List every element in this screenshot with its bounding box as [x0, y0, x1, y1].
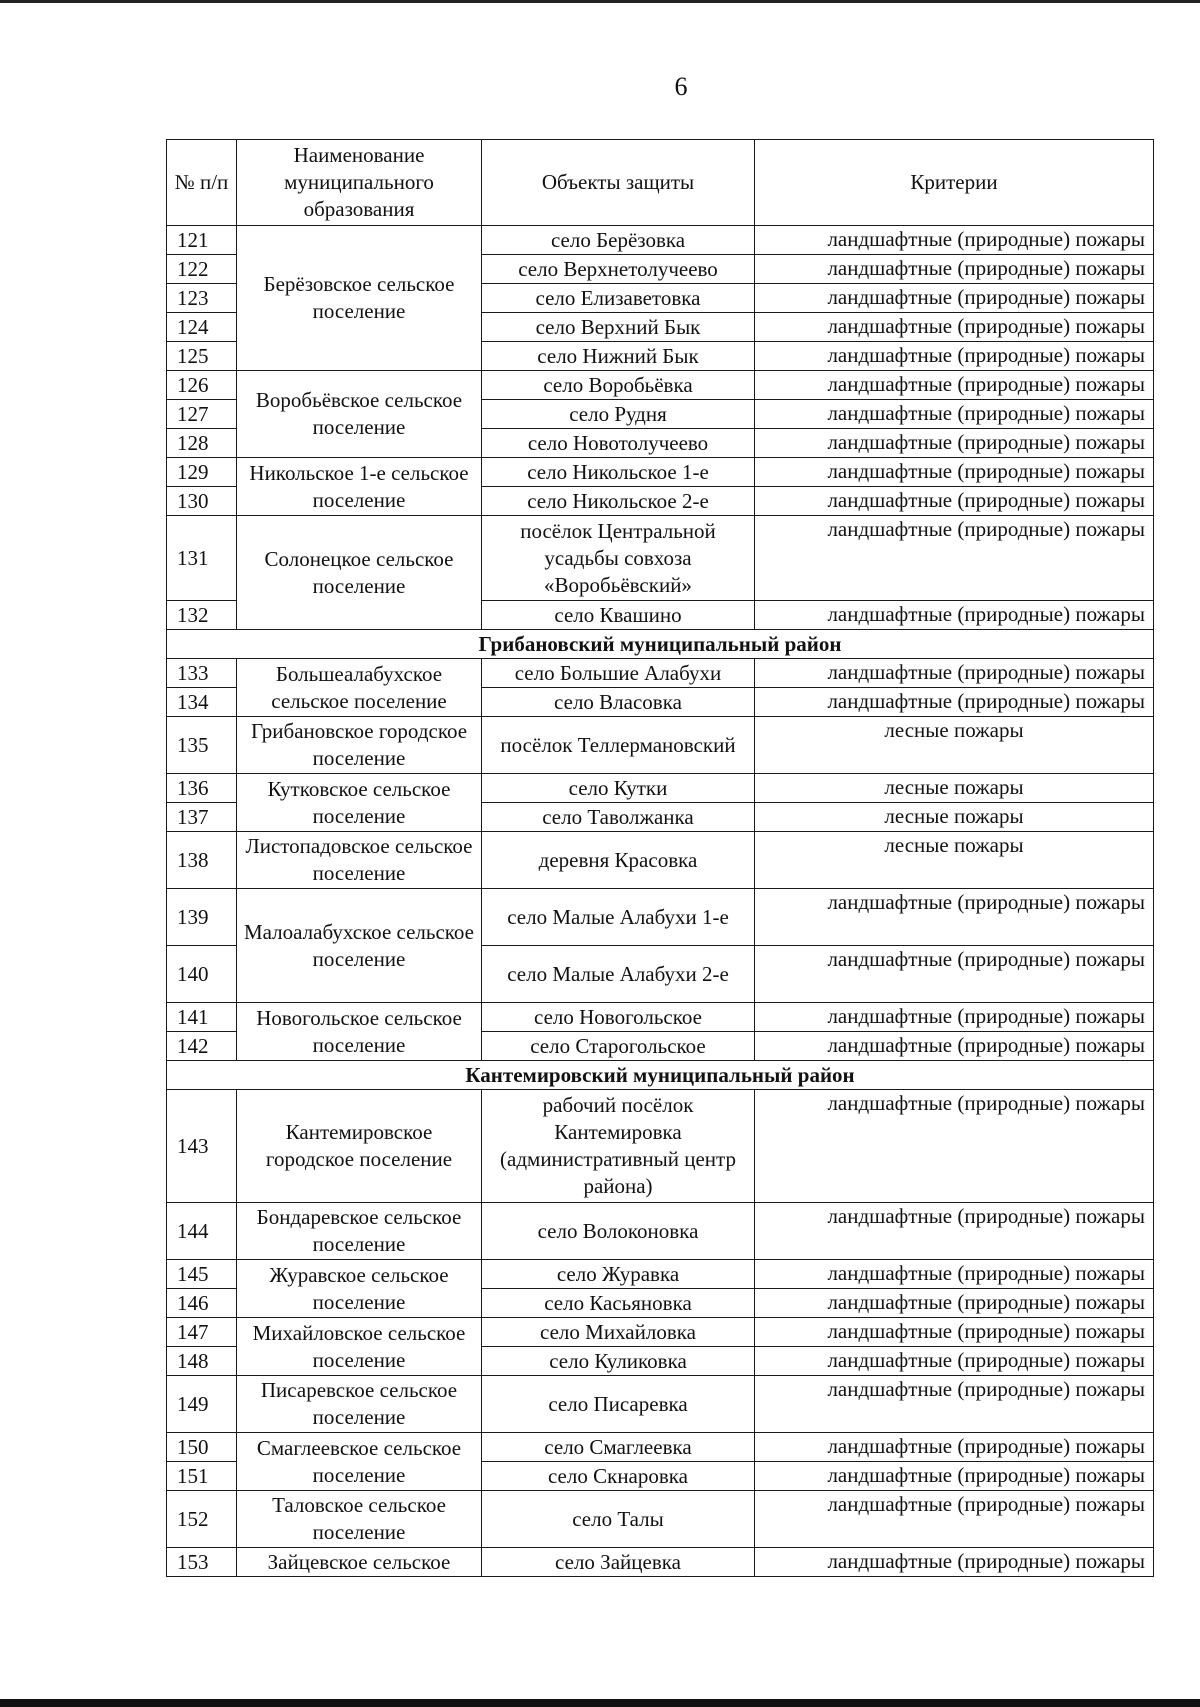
- object-cell: село Волоконовка: [482, 1203, 755, 1260]
- object-cell: деревня Красовка: [482, 832, 755, 889]
- row-num: 140: [167, 946, 237, 1003]
- object-cell: рабочий посёлок Кантемировка (административный центр района): [482, 1090, 755, 1203]
- object-cell: село Писаревка: [482, 1376, 755, 1433]
- municipality-cell: Солонецкое сельское поселение: [237, 516, 482, 630]
- row-num: 151: [167, 1462, 237, 1491]
- row-num: 153: [167, 1548, 237, 1577]
- municipality-cell: Михайловское сельское поселение: [237, 1318, 482, 1376]
- municipality-cell: Смаглеевское сельское поселение: [237, 1433, 482, 1491]
- row-num: 135: [167, 717, 237, 774]
- object-cell: село Малые Алабухи 2-е: [482, 946, 755, 1003]
- table-row: [167, 832, 1154, 889]
- municipality-cell: Большеалабухское сельское поселение: [237, 659, 482, 717]
- municipality-cell: Журавское сельское поселение: [237, 1260, 482, 1318]
- table-row: [167, 1260, 1154, 1289]
- table-row: [167, 1376, 1154, 1433]
- object-cell: село Новотолучеево: [482, 429, 755, 458]
- municipality-cell: Грибановское городское поселение: [237, 717, 482, 774]
- row-num: 129: [167, 458, 237, 487]
- municipality-cell: Бондаревское сельское поселение: [237, 1203, 482, 1260]
- object-cell: посёлок Центральной усадьбы совхоза «Воробьёвский»: [482, 516, 755, 601]
- object-cell: село Квашино: [482, 601, 755, 630]
- criteria-cell: ландшафтные (природные) пожары: [755, 255, 1154, 284]
- object-cell: село Никольское 2-е: [482, 487, 755, 516]
- object-cell: село Журавка: [482, 1260, 755, 1289]
- object-cell: село Верхний Бык: [482, 313, 755, 342]
- object-cell: село Михайловка: [482, 1318, 755, 1347]
- municipality-cell: Никольское 1-е сельское поселение: [237, 458, 482, 516]
- municipality-cell: Таловское сельское поселение: [237, 1491, 482, 1548]
- object-cell: село Кутки: [482, 774, 755, 803]
- row-num: 137: [167, 803, 237, 832]
- criteria-cell: лесные пожары: [755, 717, 1154, 774]
- header-num: № п/п: [167, 140, 237, 226]
- criteria-cell: ландшафтные (природные) пожары: [755, 1548, 1154, 1577]
- table-row: [167, 1203, 1154, 1260]
- row-num: 131: [167, 516, 237, 601]
- row-num: 128: [167, 429, 237, 458]
- object-cell: село Нижний Бык: [482, 342, 755, 371]
- row-num: 133: [167, 659, 237, 688]
- criteria-cell: лесные пожары: [755, 774, 1154, 803]
- municipality-cell: Зайцевское сельское: [237, 1548, 482, 1577]
- row-num: 146: [167, 1289, 237, 1318]
- row-num: 141: [167, 1003, 237, 1032]
- section-row: [167, 1061, 1154, 1090]
- object-cell: посёлок Теллермановский: [482, 717, 755, 774]
- municipality-cell: Новогольское сельское поселение: [237, 1003, 482, 1061]
- object-cell: село Воробьёвка: [482, 371, 755, 400]
- table-row: [167, 717, 1154, 774]
- municipality-cell: Листопадовское сельское поселение: [237, 832, 482, 889]
- object-cell: село Елизаветовка: [482, 284, 755, 313]
- municipality-cell: Малоалабухское сельское поселение: [237, 889, 482, 1003]
- object-cell: село Верхнетолучеево: [482, 255, 755, 284]
- municipality-cell: Кантемировское городское поселение: [237, 1090, 482, 1203]
- criteria-cell: ландшафтные (природные) пожары: [755, 487, 1154, 516]
- criteria-cell: ландшафтные (природные) пожары: [755, 1032, 1154, 1061]
- row-num: 124: [167, 313, 237, 342]
- criteria-cell: ландшафтные (природные) пожары: [755, 601, 1154, 630]
- scan-edge-top: [0, 0, 1200, 3]
- municipality-cell: Кутковское сельское поселение: [237, 774, 482, 832]
- object-cell: село Старогольское: [482, 1032, 755, 1061]
- table-row: [167, 1318, 1154, 1347]
- criteria-cell: лесные пожары: [755, 803, 1154, 832]
- criteria-cell: ландшафтные (природные) пожары: [755, 516, 1154, 601]
- section-heading: Кантемировский муниципальный район: [167, 1061, 1154, 1090]
- object-cell: село Таволжанка: [482, 803, 755, 832]
- criteria-cell: ландшафтные (природные) пожары: [755, 284, 1154, 313]
- object-cell: село Берёзовка: [482, 226, 755, 255]
- object-cell: село Скнаровка: [482, 1462, 755, 1491]
- row-num: 144: [167, 1203, 237, 1260]
- table-header-row: [167, 140, 1154, 226]
- row-num: 127: [167, 400, 237, 429]
- row-num: 134: [167, 688, 237, 717]
- table-row: [167, 774, 1154, 803]
- row-num: 147: [167, 1318, 237, 1347]
- row-num: 139: [167, 889, 237, 946]
- criteria-cell: ландшафтные (природные) пожары: [755, 1462, 1154, 1491]
- row-num: 121: [167, 226, 237, 255]
- row-num: 122: [167, 255, 237, 284]
- row-num: 152: [167, 1491, 237, 1548]
- table-row: [167, 659, 1154, 688]
- criteria-cell: ландшафтные (природные) пожары: [755, 313, 1154, 342]
- section-heading: Грибановский муниципальный район: [167, 630, 1154, 659]
- criteria-cell: ландшафтные (природные) пожары: [755, 342, 1154, 371]
- criteria-cell: ландшафтные (природные) пожары: [755, 458, 1154, 487]
- object-cell: село Смаглеевка: [482, 1433, 755, 1462]
- table-row: [167, 516, 1154, 601]
- header-municipality: Наименование муниципального образования: [237, 140, 482, 226]
- row-num: 150: [167, 1433, 237, 1462]
- row-num: 148: [167, 1347, 237, 1376]
- row-num: 130: [167, 487, 237, 516]
- row-num: 142: [167, 1032, 237, 1061]
- row-num: 132: [167, 601, 237, 630]
- table-row: [167, 1433, 1154, 1462]
- object-cell: село Большие Алабухи: [482, 659, 755, 688]
- row-num: 145: [167, 1260, 237, 1289]
- criteria-cell: ландшафтные (природные) пожары: [755, 400, 1154, 429]
- municipality-cell: Писаревское сельское поселение: [237, 1376, 482, 1433]
- table-row: [167, 1491, 1154, 1548]
- object-cell: село Малые Алабухи 1-е: [482, 889, 755, 946]
- criteria-cell: ландшафтные (природные) пожары: [755, 1491, 1154, 1548]
- object-cell: село Зайцевка: [482, 1548, 755, 1577]
- criteria-cell: ландшафтные (природные) пожары: [755, 371, 1154, 400]
- object-cell: село Новогольское: [482, 1003, 755, 1032]
- criteria-cell: ландшафтные (природные) пожары: [755, 1260, 1154, 1289]
- row-num: 136: [167, 774, 237, 803]
- object-cell: село Касьяновка: [482, 1289, 755, 1318]
- row-num: 143: [167, 1090, 237, 1203]
- row-num: 149: [167, 1376, 237, 1433]
- criteria-cell: ландшафтные (природные) пожары: [755, 1003, 1154, 1032]
- row-num: 138: [167, 832, 237, 889]
- header-criteria: Критерии: [755, 140, 1154, 226]
- criteria-cell: ландшафтные (природные) пожары: [755, 889, 1154, 946]
- municipality-cell: Берёзовское сельское поселение: [237, 226, 482, 371]
- table-row: [167, 889, 1154, 946]
- protection-objects-table: [166, 139, 1154, 1577]
- object-cell: село Рудня: [482, 400, 755, 429]
- header-objects: Объекты защиты: [482, 140, 755, 226]
- criteria-cell: ландшафтные (природные) пожары: [755, 946, 1154, 1003]
- municipality-cell: Воробьёвское сельское поселение: [237, 371, 482, 458]
- criteria-cell: ландшафтные (природные) пожары: [755, 1318, 1154, 1347]
- criteria-cell: ландшафтные (природные) пожары: [755, 429, 1154, 458]
- criteria-cell: лесные пожары: [755, 832, 1154, 889]
- table-row: [167, 1003, 1154, 1032]
- criteria-cell: ландшафтные (природные) пожары: [755, 1433, 1154, 1462]
- page-number: 6: [674, 72, 688, 101]
- criteria-cell: ландшафтные (природные) пожары: [755, 1289, 1154, 1318]
- row-num: 123: [167, 284, 237, 313]
- table-row: [167, 1548, 1154, 1577]
- object-cell: село Никольское 1-е: [482, 458, 755, 487]
- table-row: [167, 371, 1154, 400]
- criteria-cell: ландшафтные (природные) пожары: [755, 226, 1154, 255]
- row-num: 126: [167, 371, 237, 400]
- criteria-cell: ландшафтные (природные) пожары: [755, 1376, 1154, 1433]
- criteria-cell: ландшафтные (природные) пожары: [755, 659, 1154, 688]
- section-row: [167, 630, 1154, 659]
- table-row: [167, 458, 1154, 487]
- table-row: [167, 226, 1154, 255]
- table-row: [167, 1090, 1154, 1203]
- object-cell: село Куликовка: [482, 1347, 755, 1376]
- scan-edge-bottom: [0, 1699, 1200, 1707]
- row-num: 125: [167, 342, 237, 371]
- criteria-cell: ландшафтные (природные) пожары: [755, 1347, 1154, 1376]
- criteria-cell: ландшафтные (природные) пожары: [755, 1203, 1154, 1260]
- criteria-cell: ландшафтные (природные) пожары: [755, 688, 1154, 717]
- object-cell: село Власовка: [482, 688, 755, 717]
- object-cell: село Талы: [482, 1491, 755, 1548]
- criteria-cell: ландшафтные (природные) пожары: [755, 1090, 1154, 1203]
